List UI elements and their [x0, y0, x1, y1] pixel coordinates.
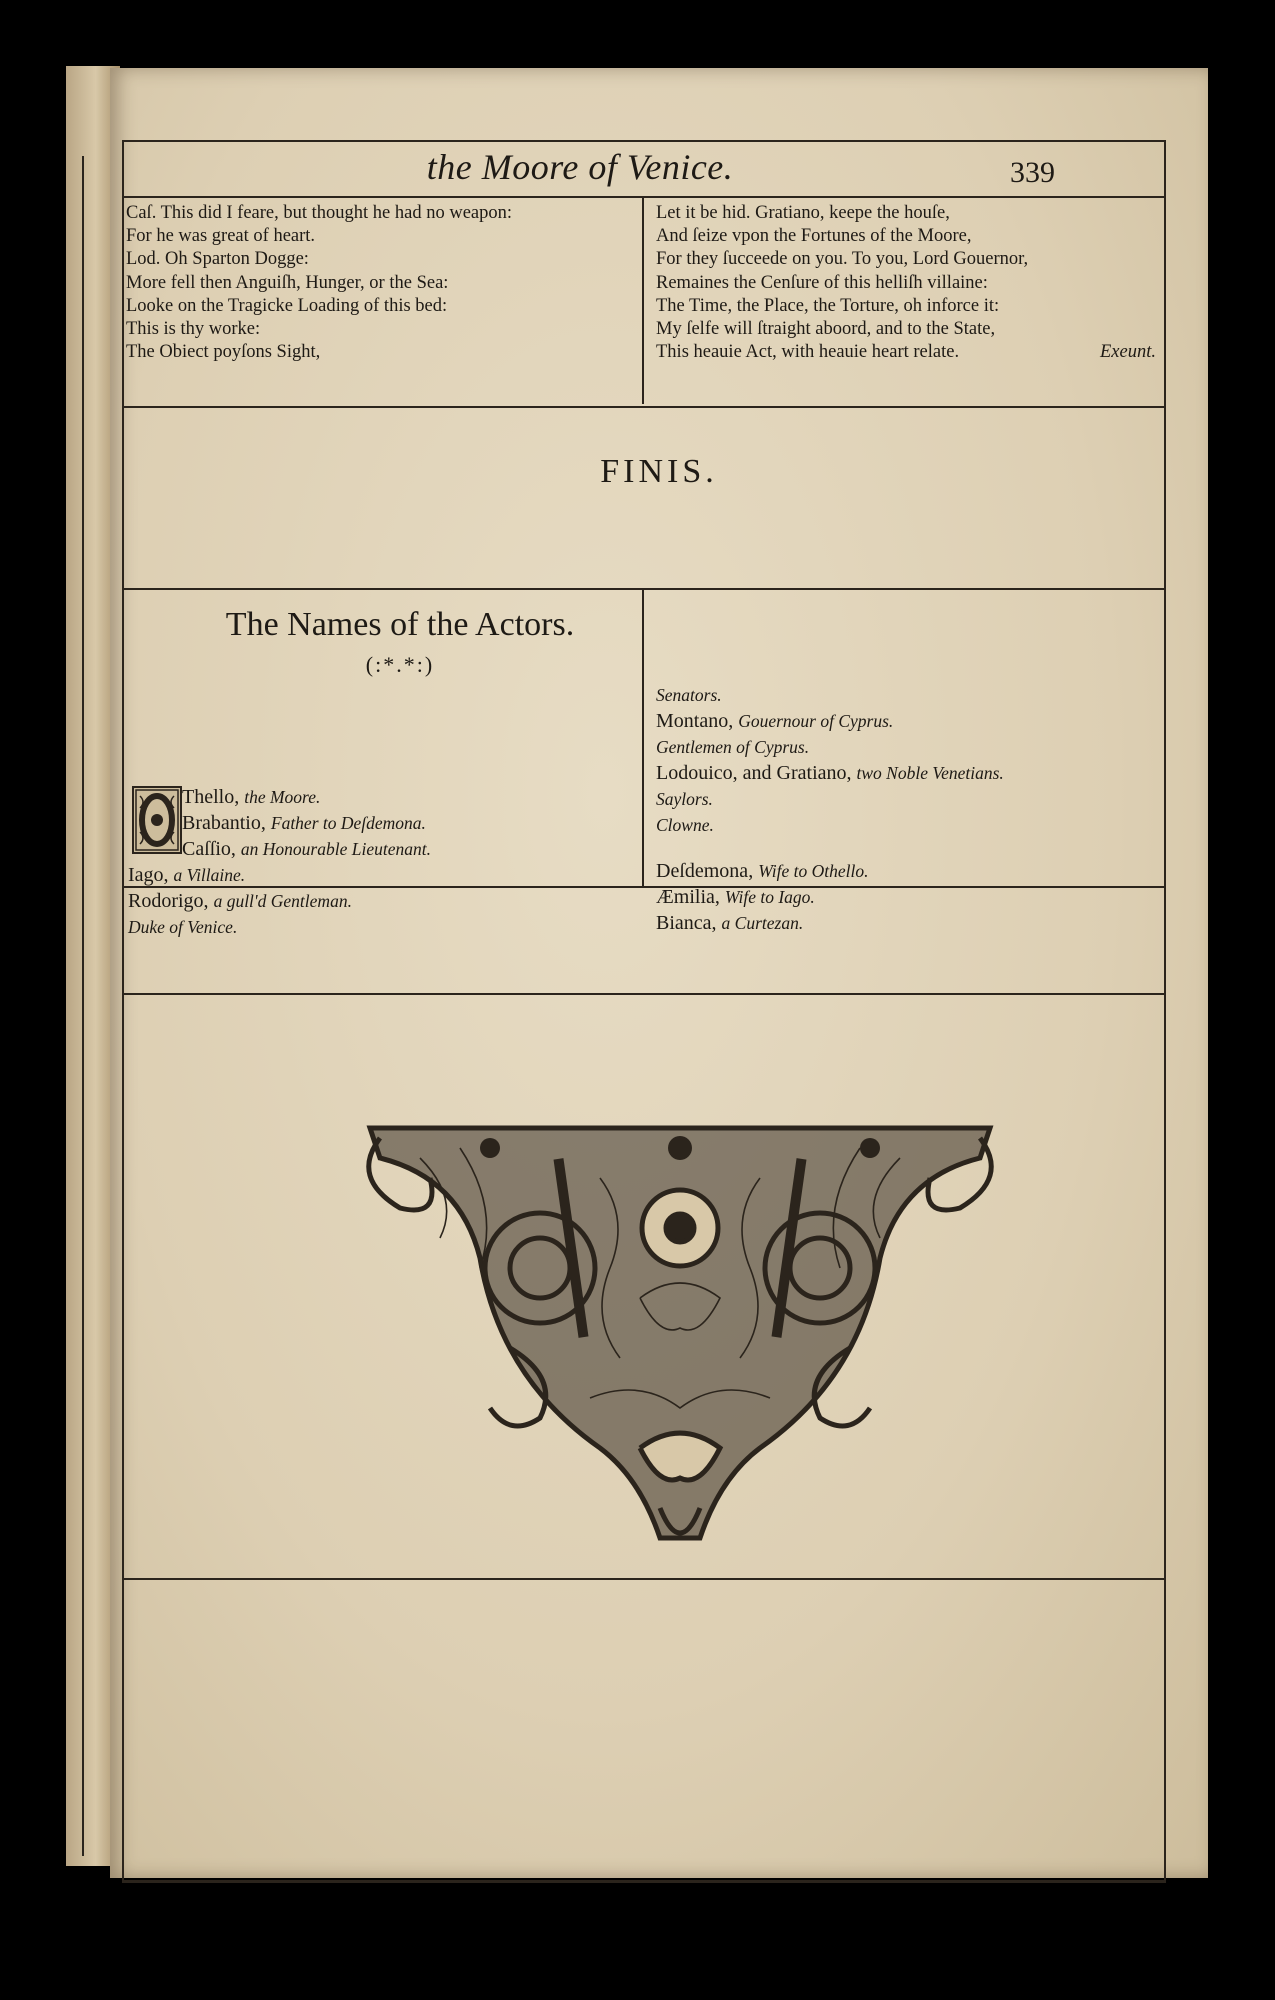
actor-entry: Lodouico, and Gratiano, two Noble Venetians.	[656, 762, 1004, 784]
text-line: And ſeize vpon the Fortunes of the Moore,	[656, 226, 972, 247]
text-column-right	[656, 202, 1156, 364]
text-line: More fell then Anguiſh, Hunger, or the Sea:	[126, 272, 449, 293]
actors-ornament: (:*.*:)	[365, 652, 435, 677]
ornament-top-rule	[122, 993, 1166, 995]
actor-entry: Iago, a Villaine.	[128, 864, 246, 886]
text-line: Caſ. This did I feare, but thought he had no weapon:	[126, 203, 513, 223]
text-line: The Time, the Place, the Torture, oh inforce it:	[656, 295, 1000, 316]
decorated-initial-icon	[132, 786, 182, 854]
running-title: the Moore of Venice.	[426, 147, 734, 187]
text-end-rule	[122, 406, 1166, 408]
column-divider-top	[642, 198, 644, 404]
actors-heading: The Names of the Actors.	[225, 606, 575, 643]
actor-entry: Duke of Venice.	[128, 917, 238, 937]
text-line: The Obiect poyſons Sight,	[126, 342, 321, 363]
book-page	[110, 68, 1208, 1878]
text-line: Let it be hid. Gratiano, keepe the houſe,	[656, 203, 950, 223]
actor-entry: Caſſio, an Honourable Lieutenant.	[182, 838, 431, 860]
text-line: Lod. Oh Sparton Dogge:	[126, 249, 309, 270]
ornament-bottom-rule	[122, 1578, 1166, 1580]
actor-entry: Deſdemona, Wife to Othello.	[656, 860, 869, 882]
text-line: Remaines the Cenſure of this helliſh villaine:	[656, 272, 988, 293]
actor-entry: Montano, Gouernour of Cyprus.	[656, 710, 894, 732]
actors-top-rule	[122, 588, 1166, 590]
finis-heading: FINIS.	[600, 453, 718, 490]
actor-entry: Brabantio, Father to Deſdemona.	[182, 812, 426, 834]
actor-entry: Saylors.	[656, 789, 713, 809]
actor-entry: Bianca, a Curtezan.	[656, 912, 804, 934]
actor-entry: Senators.	[656, 685, 722, 705]
actor-entry: Rodorigo, a gull'd Gentleman.	[128, 890, 352, 912]
actor-entry: Gentlemen of Cyprus.	[656, 737, 810, 757]
actor-entry: Clowne.	[656, 815, 714, 835]
stage-direction-exeunt: Exeunt.	[1100, 342, 1156, 363]
frame-top-rule	[122, 140, 1166, 142]
text-line: This is thy worke:	[126, 319, 261, 340]
frame-left-rule	[122, 140, 124, 1882]
text-line: For they ſucceede on you. To you, Lord Gouernor,	[656, 249, 1029, 270]
actor-entry: Æmilia, Wife to Iago.	[656, 886, 815, 908]
text-line: My ſelfe will ſtraight aboord, and to the State,	[656, 319, 996, 340]
text-line: For he was great of heart.	[126, 226, 316, 247]
frame-right-rule	[1164, 140, 1166, 1882]
header-rule	[122, 196, 1166, 198]
woodcut-tailpiece-icon	[340, 1118, 1020, 1558]
gutter-line	[82, 156, 84, 1856]
column-divider-actors	[642, 590, 644, 886]
frame-bottom-rule	[122, 1880, 1166, 1883]
text-line: This heauie Act, with heauie heart relate.	[656, 342, 960, 363]
page-number: 339	[1010, 156, 1055, 189]
actor-entry: Thello, the Moore.	[182, 786, 321, 808]
text-column-left	[126, 202, 512, 364]
text-line: Looke on the Tragicke Loading of this bed:	[126, 295, 448, 316]
